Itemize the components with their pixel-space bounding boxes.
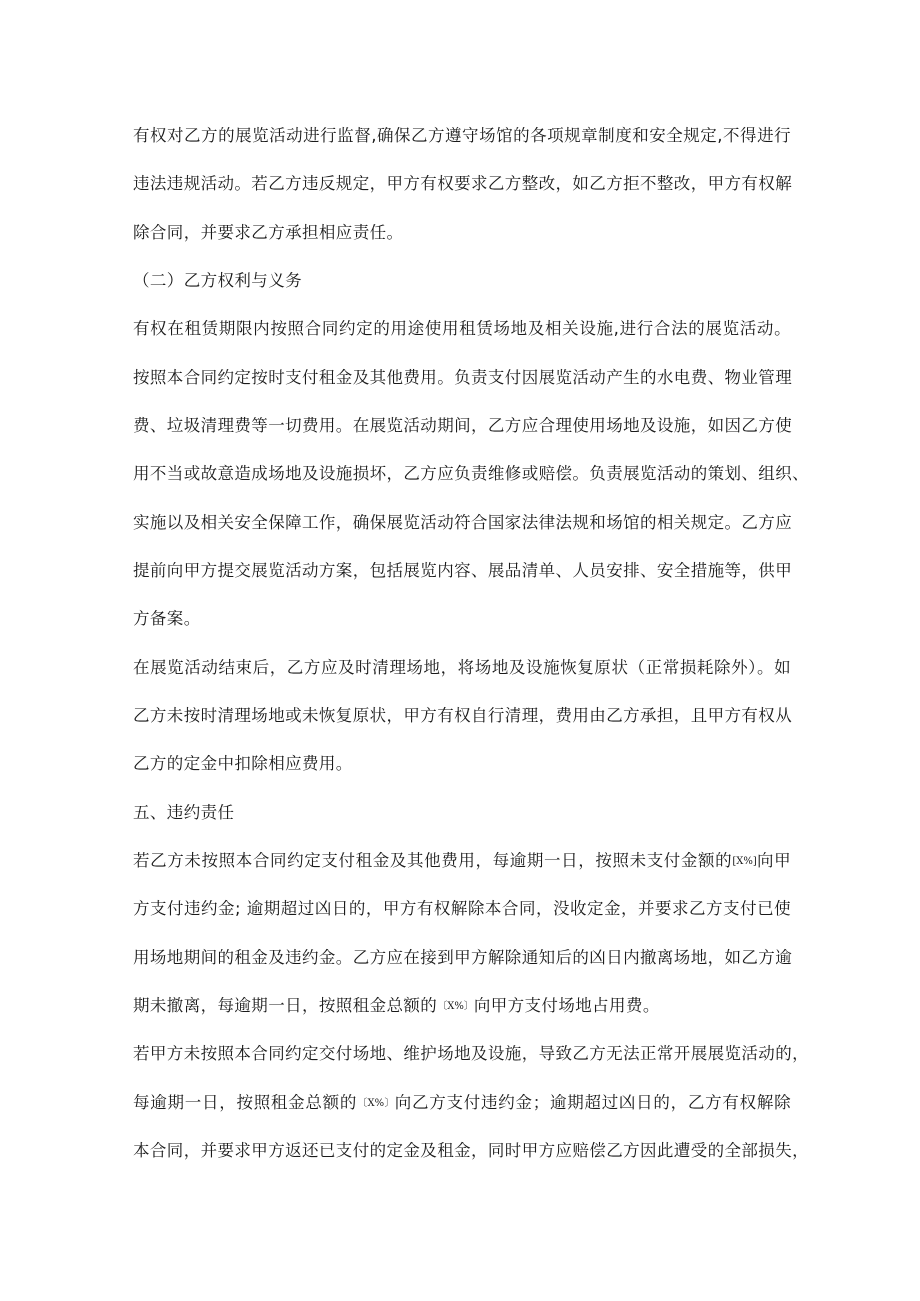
text-segment: 向甲方支付场地占用费。 (473, 996, 660, 1015)
paragraph-line (133, 995, 660, 1018)
paragraph-line: 方支付违约金; 逾期超过凶日的，甲方有权解除本合同，没收定金，并要求乙方支付已使 (133, 899, 791, 918)
text-segment: 期未撤离，每逾期一日，按照租金总额的 (133, 996, 438, 1015)
paragraph-line: 实施以及相关安全保障工作，确保展览活动符合国家法律法规和场馆的相关规定。乙方应 (133, 513, 793, 532)
text-segment: 若乙方未按照本合同约定支付租金及其他费用，每逾期一日，按照未支付金额的 (133, 851, 733, 870)
placeholder-mark: [X%] (732, 856, 757, 867)
placeholder-mark: 〔X%〕 (437, 1001, 474, 1012)
paragraph-line: 在展览活动结束后，乙方应及时清理场地，将场地及设施恢复原状（正常损耗除外）。如 (133, 658, 791, 677)
placeholder-mark: 〔X%〕 (357, 1098, 395, 1109)
paragraph-line: 有权对乙方的展览活动进行监督,确保乙方遵守场馆的各项规章制度和安全规定,不得进行 (133, 126, 791, 145)
section-heading: 五、违约责任 (133, 803, 235, 822)
paragraph-line: 费、垃圾清理费等一切费用。在展览活动期间，乙方应合理使用场地及设施，如因乙方使 (133, 416, 793, 435)
paragraph-line: 按照本合同约定按时支付租金及其他费用。负责支付因展览活动产生的水电费、物业管理 (133, 368, 793, 387)
paragraph-line: 乙方未按时清理场地或未恢复原状，甲方有权自行清理，费用由乙方承担，且甲方有权从 (133, 706, 793, 725)
paragraph-line: 除合同，并要求乙方承担相应责任。 (133, 223, 404, 242)
paragraph-line: 乙方的定金中扣除相应费用。 (133, 754, 353, 773)
paragraph-line: 用场地期间的租金及违约金。乙方应在接到甲方解除通知后的凶日内撤离场地，如乙方逾 (133, 948, 793, 967)
paragraph-line (133, 850, 791, 873)
section-heading: （二）乙方权利与义务 (133, 271, 302, 290)
paragraph-line: 若甲方未按照本合同约定交付场地、维护场地及设施，导致乙方无法正常开展展览活动的， (133, 1044, 809, 1063)
paragraph-line: 用不当或故意造成场地及设施损坏，乙方应负责维修或赔偿。负责展览活动的策划、组织、 (133, 464, 809, 483)
text-segment: 每逾期一日，按照租金总额的 (133, 1093, 358, 1112)
text-segment: 向甲 (756, 851, 791, 870)
text-segment: 向乙方支付违约金；逾期超过凶日的，乙方有权解除 (394, 1093, 792, 1112)
paragraph-line: 有权在租赁期限内按照合同约定的用途使用租赁场地及相关设施,进行合法的展览活动。 (133, 319, 791, 338)
paragraph-line: 本合同，并要求甲方返还已支付的定金及租金，同时甲方应赔偿乙方因此遭受的全部损失， (133, 1141, 809, 1160)
paragraph-line (133, 1092, 791, 1115)
paragraph-line: 违法违规活动。若乙方违反规定，甲方有权要求乙方整改，如乙方拒不整改，甲方有权解 (133, 174, 793, 193)
paragraph-line: 提前向甲方提交展览活动方案，包括展览内容、展品清单、人员安排、安全措施等，供甲 (133, 561, 793, 580)
paragraph-line: 方备案。 (133, 609, 201, 628)
